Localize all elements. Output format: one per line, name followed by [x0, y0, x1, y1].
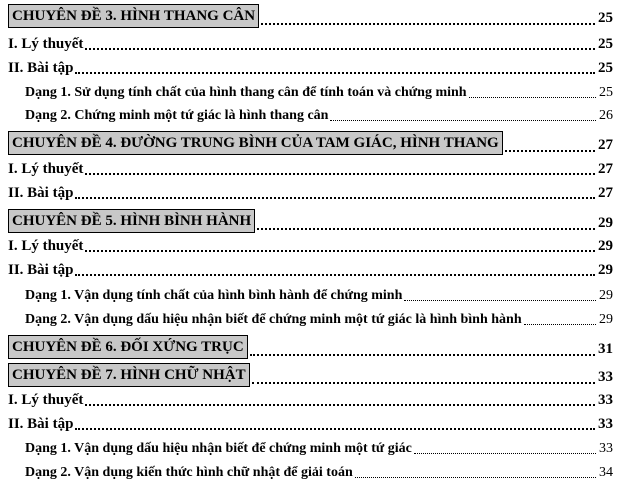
toc-entry-sub[interactable] [0, 80, 620, 102]
dot-leader [75, 197, 595, 199]
toc-entry-chapter[interactable] [0, 333, 620, 359]
toc-entry-page-number: 33 [598, 369, 613, 385]
dot-leader [257, 228, 595, 230]
toc-entry-title: Dạng 2. Vận dụng dấu hiệu nhận biết để chứng minh một tứ giác là hình bình hành [25, 312, 522, 327]
toc-entry-title: I. Lý thuyết [8, 36, 84, 52]
toc-entry-title: II. Bài tập [8, 60, 74, 76]
toc-entry-sub[interactable] [0, 436, 620, 458]
toc-entry-page-number: 29 [599, 312, 613, 327]
toc-entry-page-number: 25 [599, 85, 613, 100]
toc-entry-title: CHUYÊN ĐỀ 5. HÌNH BÌNH HÀNH [8, 209, 255, 233]
toc-entry-title: II. Bài tập [8, 262, 74, 278]
dot-leader [85, 173, 595, 175]
toc-entry-title: Dạng 2. Chứng minh một tứ giác là hình thang cân [25, 108, 329, 123]
dot-leader [85, 404, 595, 406]
toc-entry-page-number: 33 [598, 392, 613, 408]
toc-entry-title: CHUYÊN ĐỀ 6. ĐỐI XỨNG TRỤC [8, 335, 248, 359]
toc-entry-title: CHUYÊN ĐỀ 7. HÌNH CHỮ NHẬT [8, 363, 250, 387]
toc-entry-page-number: 25 [598, 60, 613, 76]
dot-leader [524, 324, 596, 325]
toc-entry-section[interactable] [0, 181, 620, 203]
toc-entry-page-number: 33 [599, 441, 613, 456]
toc-entry-chapter[interactable] [0, 361, 620, 387]
toc-entry-page-number: 29 [598, 238, 613, 254]
dot-leader [85, 48, 595, 50]
toc-entry-title: Dạng 1. Vận dụng tính chất của hình bình hành để chứng minh [25, 288, 403, 303]
toc-entry-page-number: 33 [598, 416, 613, 432]
toc-entry-page-number: 27 [598, 161, 613, 177]
toc-entry-page-number: 25 [598, 10, 613, 26]
toc-entry-section[interactable] [0, 412, 620, 434]
dot-leader [404, 300, 596, 301]
toc-entry-section[interactable] [0, 388, 620, 410]
toc-entry-chapter[interactable] [0, 129, 620, 155]
dot-leader [414, 453, 596, 454]
toc-entry-title: I. Lý thuyết [8, 161, 84, 177]
toc-entry-title: Dạng 2. Vận dụng kiến thức hình chữ nhật để giải toán [25, 465, 353, 480]
toc-entry-title: Dạng 1. Vận dụng dấu hiệu nhận biết để chứng minh một tứ giác [25, 441, 412, 456]
toc-entry-sub[interactable] [0, 460, 620, 482]
dot-leader [469, 97, 596, 98]
dot-leader [330, 120, 596, 121]
dot-leader [85, 250, 595, 252]
toc-entry-title: I. Lý thuyết [8, 238, 84, 254]
toc-entry-title: II. Bài tập [8, 416, 74, 432]
dot-leader [250, 354, 595, 356]
toc-entry-title: Dạng 1. Sử dụng tính chất của hình thang cân để tính toán và chứng minh [25, 85, 467, 100]
toc-entry-title: II. Bài tập [8, 185, 74, 201]
toc-entry-title: CHUYÊN ĐỀ 4. ĐƯỜNG TRUNG BÌNH CỦA TAM GIÁC, HÌNH THANG [8, 131, 503, 155]
toc-entry-sub[interactable] [0, 283, 620, 305]
toc-entry-section[interactable] [0, 234, 620, 256]
toc-entry-chapter[interactable] [0, 207, 620, 233]
toc-entry-chapter[interactable] [0, 2, 620, 28]
dot-leader [75, 274, 595, 276]
dot-leader [261, 23, 595, 25]
toc-entry-section[interactable] [0, 157, 620, 179]
dot-leader [252, 382, 595, 384]
toc-entry-page-number: 29 [598, 215, 613, 231]
toc-entry-section[interactable] [0, 56, 620, 78]
toc-entry-page-number: 31 [598, 341, 613, 357]
toc-entry-sub[interactable] [0, 307, 620, 329]
toc-entry-sub[interactable] [0, 103, 620, 125]
dot-leader [75, 428, 595, 430]
dot-leader [355, 477, 596, 478]
toc-entry-page-number: 27 [598, 137, 613, 153]
toc-entry-page-number: 29 [599, 288, 613, 303]
dot-leader [75, 72, 595, 74]
toc-entry-page-number: 26 [599, 108, 613, 123]
toc-entry-title: CHUYÊN ĐỀ 3. HÌNH THANG CÂN [8, 4, 259, 28]
toc-entry-page-number: 34 [599, 465, 613, 480]
toc-entry-title: I. Lý thuyết [8, 392, 84, 408]
toc-entry-page-number: 25 [598, 36, 613, 52]
toc-entry-page-number: 27 [598, 185, 613, 201]
toc-entry-section[interactable] [0, 258, 620, 280]
toc-entry-section[interactable] [0, 32, 620, 54]
dot-leader [505, 150, 595, 152]
toc-entry-page-number: 29 [598, 262, 613, 278]
